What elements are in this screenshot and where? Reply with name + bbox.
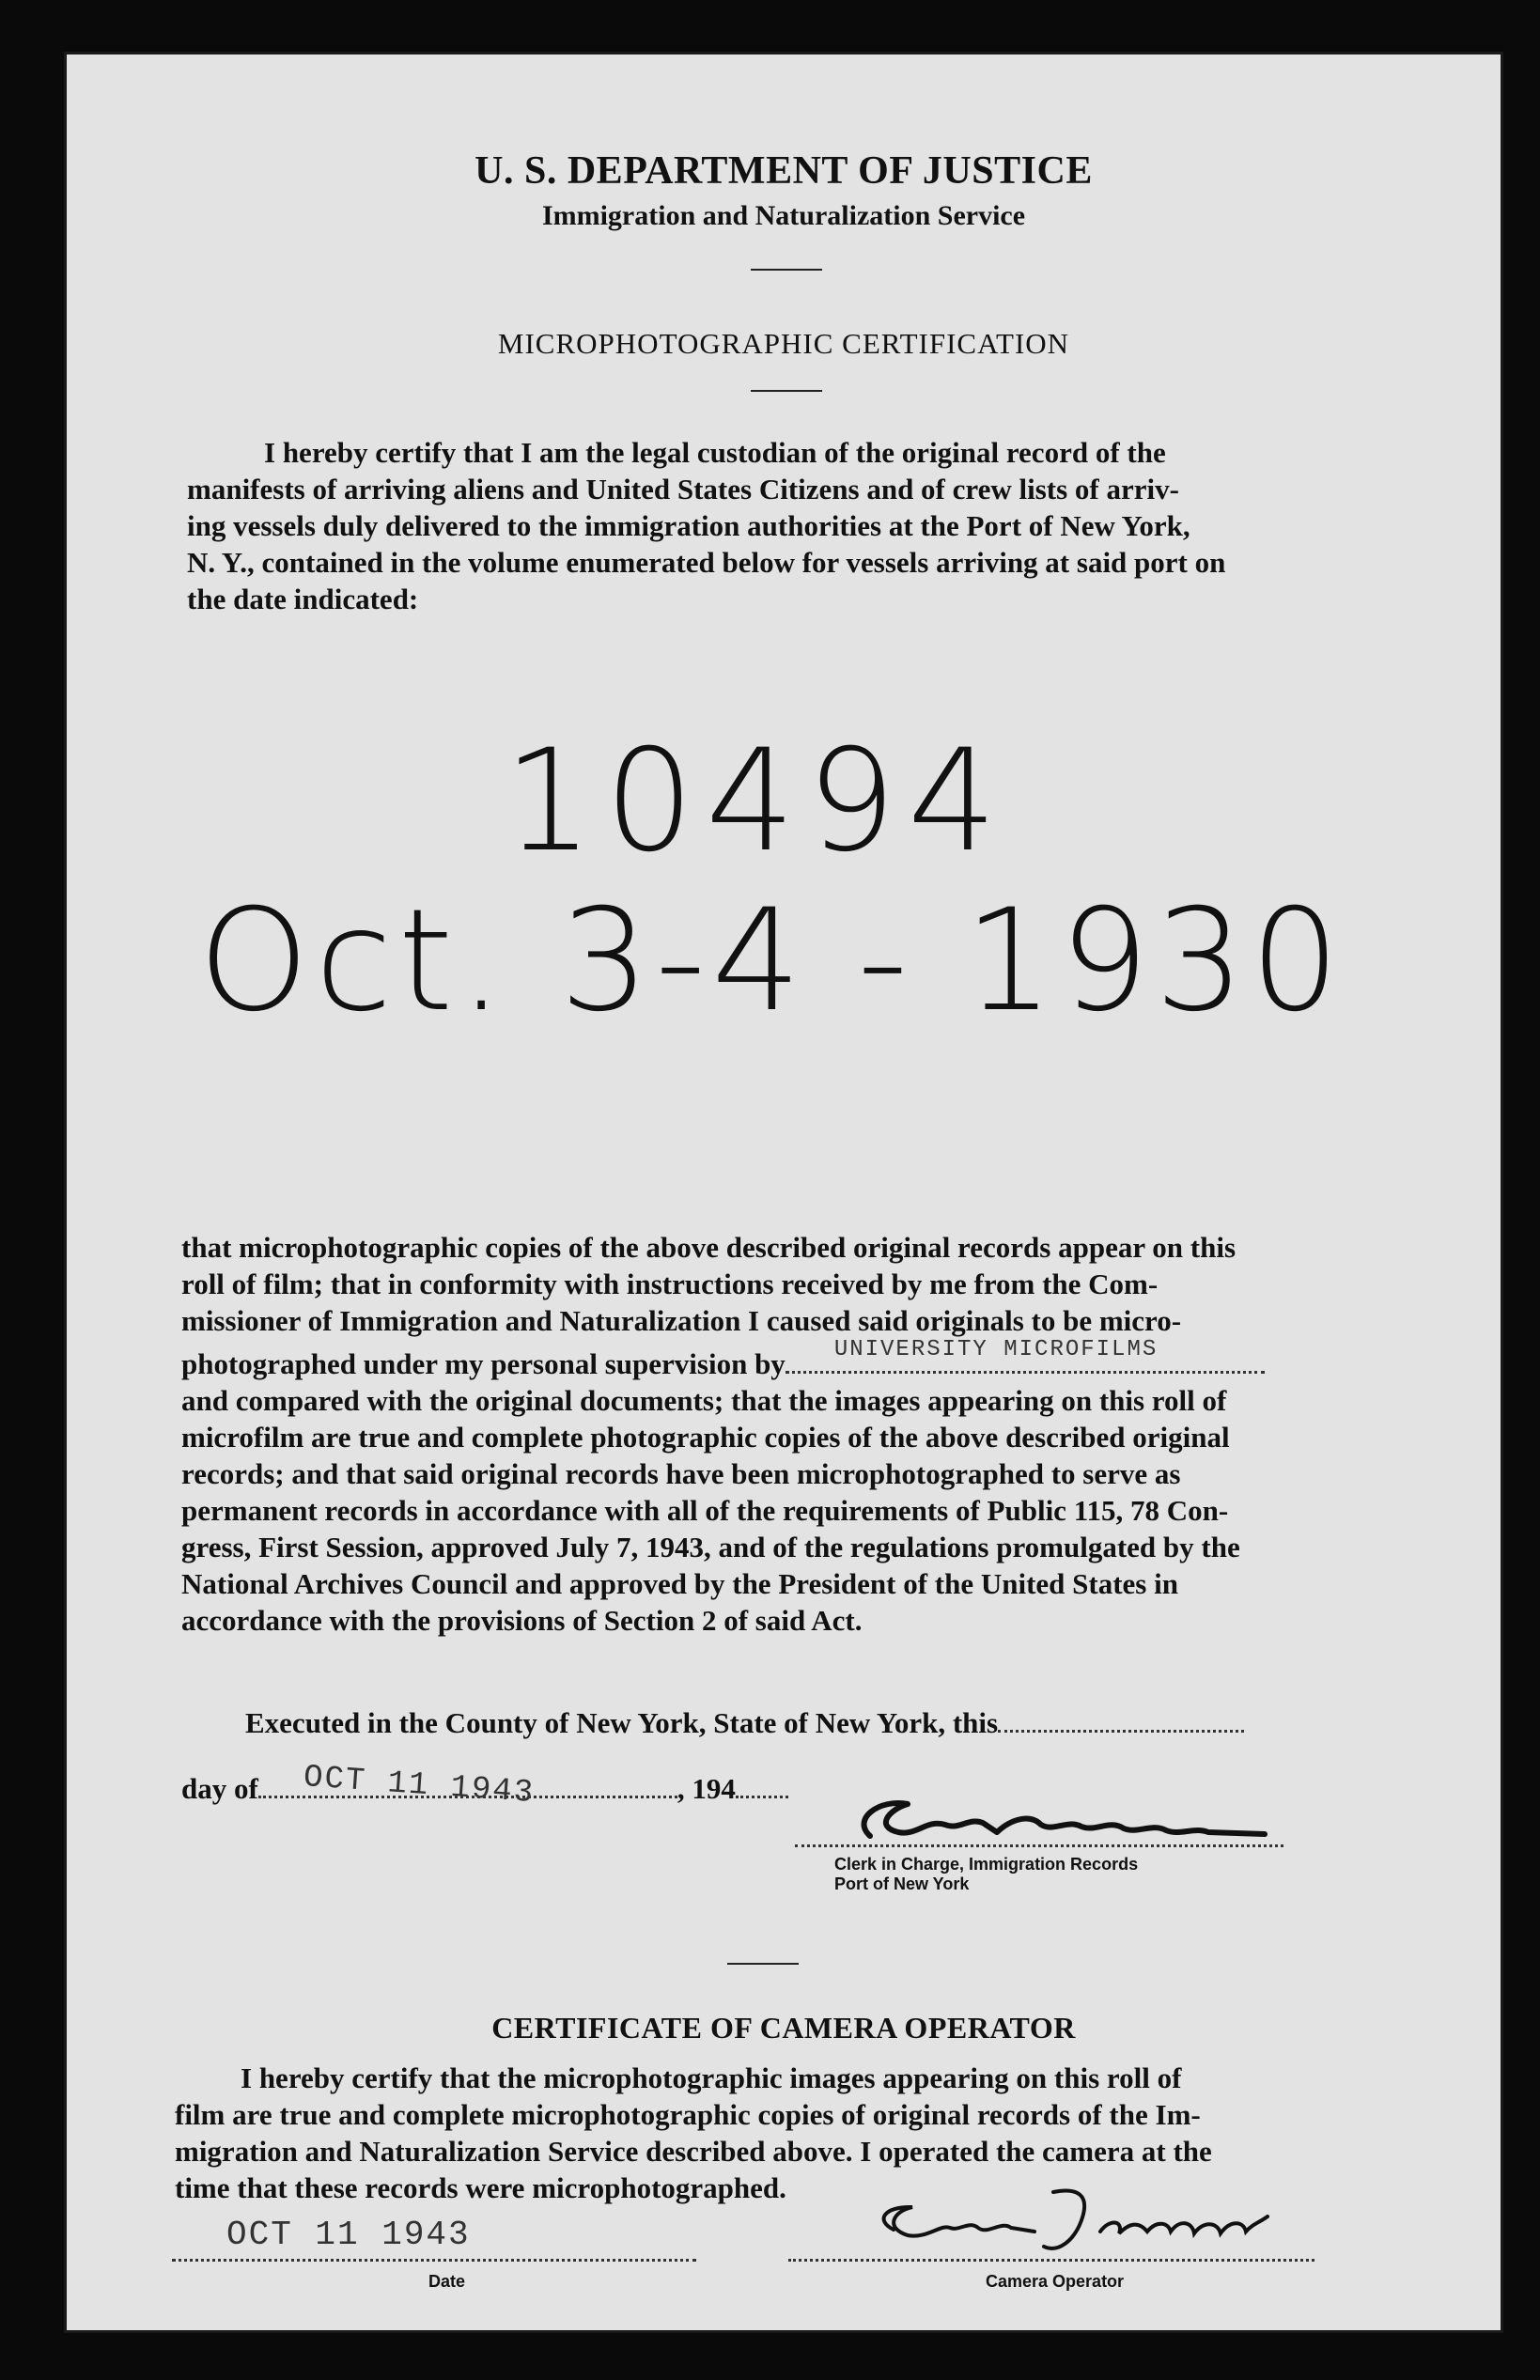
divider xyxy=(727,1963,799,1965)
operator-certificate-title: CERTIFICATE OF CAMERA OPERATOR xyxy=(491,2011,1076,2045)
intro-line: ing vessels duly delivered to the immigration authorities at the Port of New York, xyxy=(187,509,1190,542)
intro-line: I hereby certify that I am the legal custodian of the original record of the xyxy=(264,436,1166,469)
year-fill-line xyxy=(736,1777,788,1798)
company-fill-line xyxy=(786,1337,1265,1374)
body-line: and compared with the original documents; that the images appearing on this roll of xyxy=(181,1384,1227,1417)
day-of-date-stamp: OCT 11 1943 xyxy=(302,1760,537,1812)
operator-line: migration and Naturalization Service described above. I operated the camera at the xyxy=(175,2135,1212,2168)
year-prefix: , 194 xyxy=(677,1772,736,1805)
operator-signature-line xyxy=(788,2259,1314,2262)
operator-label: Camera Operator xyxy=(986,2272,1125,2291)
clerk-title-line: Port of New York xyxy=(834,1874,970,1893)
body-line: roll of film; that in conformity with instructions received by me from the Com- xyxy=(181,1268,1159,1300)
operator-line: I hereby certify that the microphotographic images appearing on this roll of xyxy=(241,2061,1182,2094)
operator-line: film are true and complete microphotographic copies of original records of the Im- xyxy=(175,2098,1201,2131)
date-line xyxy=(172,2259,696,2262)
operator-signature-mark xyxy=(818,2183,1288,2260)
microfilm-company-stamp: UNIVERSITY MICROFILMS xyxy=(833,1337,1159,1362)
body-line: missioner of Immigration and Naturalization I caused said originals to be micro- xyxy=(181,1304,1182,1337)
intro-paragraph xyxy=(187,434,1363,617)
body-line: records; and that said original records have been microphotographed to serve as xyxy=(181,1457,1181,1490)
service-subheading: Immigration and Naturalization Service xyxy=(541,200,1026,231)
clerk-signature xyxy=(795,1791,1283,1849)
clerk-signature-line xyxy=(795,1844,1283,1847)
day-of-fill-line xyxy=(258,1760,677,1812)
clerk-signature-mark xyxy=(795,1791,1283,1849)
executed-text: Executed in the County of New York, State of New York, this xyxy=(245,1706,999,1739)
divider xyxy=(751,269,822,271)
operator-signature xyxy=(818,2183,1288,2260)
clerk-title-line: Clerk in Charge, Immigration Records xyxy=(834,1855,1139,1874)
supervision-prefix: photographed under my personal supervision by xyxy=(181,1347,786,1380)
body-line: microfilm are true and complete photographic copies of the above described original xyxy=(181,1421,1230,1454)
body-line: gress, First Session, approved July 7, 1943, and of the regulations promulgated by the xyxy=(181,1531,1240,1563)
executed-line xyxy=(245,1704,1244,1741)
date-label: Date xyxy=(428,2272,466,2291)
body-paragraph xyxy=(181,1229,1367,1639)
executed-fill-line xyxy=(998,1711,1244,1733)
body-line: accordance with the provisions of Section 2 of said Act. xyxy=(181,1604,863,1637)
certification-title: MICROPHOTOGRAPHIC CERTIFICATION xyxy=(497,327,1070,360)
department-heading: U. S. DEPARTMENT OF JUSTICE xyxy=(474,149,1093,193)
operator-line: time that these records were microphotographed. xyxy=(175,2171,786,2204)
day-of-line xyxy=(181,1760,788,1812)
handwritten-date: Oct. 3-4 - 1930 xyxy=(198,879,1346,1043)
certificate-page xyxy=(64,52,1503,2333)
body-line: National Archives Council and approved by the President of the United States in xyxy=(181,1567,1178,1600)
body-line: permanent records in accordance with all of the requirements of Public 115, 78 Con- xyxy=(181,1494,1229,1527)
handwritten-volume-number: 10494 xyxy=(504,720,1009,883)
divider xyxy=(751,390,822,392)
intro-line: the date indicated: xyxy=(187,583,419,615)
operator-date-stamp: OCT 11 1943 xyxy=(226,2216,471,2254)
day-of-label: day of xyxy=(181,1772,258,1805)
body-line: that microphotographic copies of the above described original records appear on this xyxy=(181,1231,1237,1264)
clerk-title xyxy=(834,1855,1138,1894)
intro-line: N. Y., contained in the volume enumerated below for vessels arriving at said port on xyxy=(187,546,1226,579)
intro-line: manifests of arriving aliens and United States Citizens and of crew lists of arriv- xyxy=(187,473,1179,506)
